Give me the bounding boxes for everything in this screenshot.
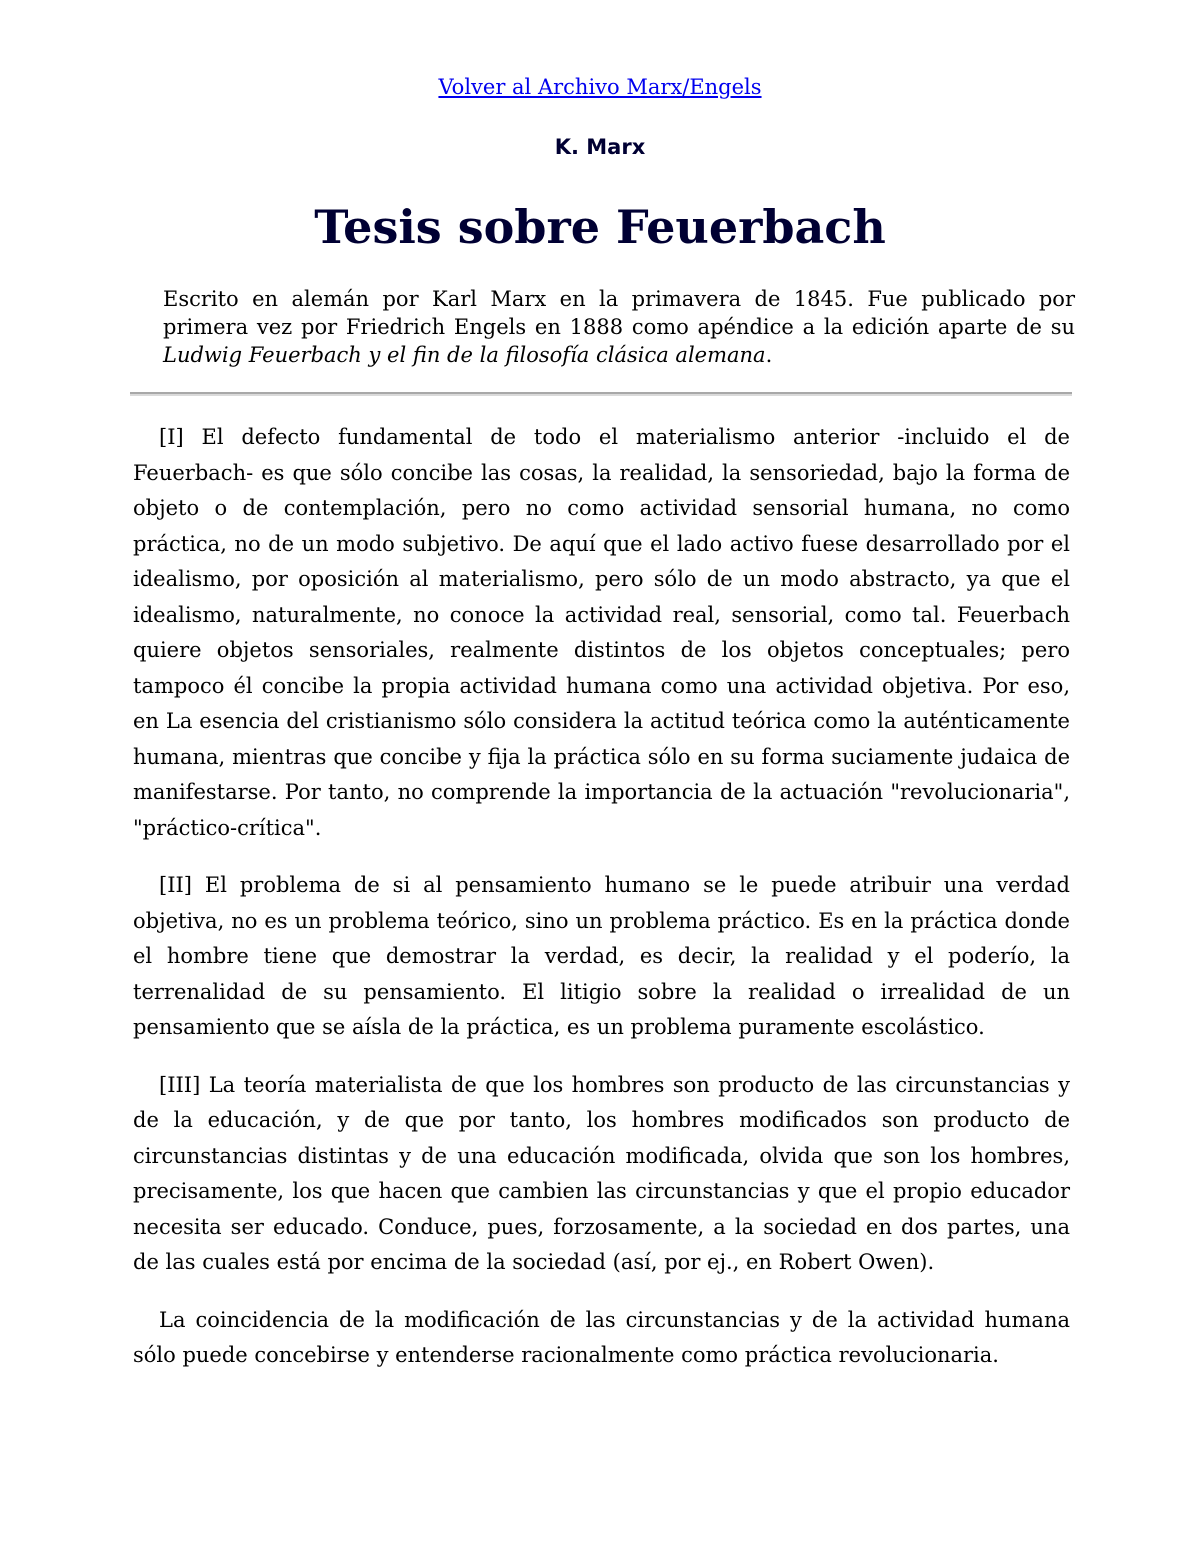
thesis-3-paragraph: [III] La teoría materialista de que los hombres son producto de las circunstancias y de la educación, y de que por tanto, los hombres modificados son producto de circunstancias distintas y de una educación modificada, olvida que son los hombres, precisamente, los que hacen que cambien las circunstancias y que el propio educador necesita ser educado. Conduce, pues, forzosamente, a la sociedad en dos partes, una de las cuales está por encima de la sociedad (así, por ej., en Robert Owen). (133, 1072, 1070, 1274)
back-link-container (0, 72, 1200, 102)
thesis-2-paragraph: [II] El problema de si al pensamiento humano se le puede atribuir una verdad objetiva, no es un problema teórico, sino un problema práctico. Es en la práctica donde el hombre tiene que demostrar la verdad, es decir, la realidad y el poderío, la terrenalidad de su pensamiento. El litigio sobre la realidad o irrealidad de un pensamiento que se aísla de la práctica, es un problema puramente escolástico. (133, 873, 1070, 1039)
publication-note-text: Escrito en alemán por Karl Marx en la primavera de 1845. Fue publicado por primera vez por Friedrich Engels en 1888 como apéndice a la edición aparte de su (163, 287, 1075, 339)
horizontal-divider (130, 392, 1072, 396)
thesis-3-continuation-paragraph: La coincidencia de la modificación de las circunstancias y de la actividad humana sólo puede concebirse y entenderse racionalmente como práctica revolucionaria. (133, 1307, 1070, 1367)
thesis-1-paragraph: [I] El defecto fundamental de todo el materialismo anterior -incluido el de Feuerbach- es que sólo concibe las cosas, la realidad, la sensoriedad, bajo la forma de objeto o de contemplación, pero no como actividad sensorial humana, no como práctica, no de un modo subjetivo. De aquí que el lado activo fuese desarrollado por el idealismo, por oposición al materialismo, pero sólo de un modo abstracto, ya que el idealismo, naturalmente, no conoce la actividad real, sensorial, como tal. Feuerbach quiere objetos sensoriales, realmente distintos de los objetos conceptuales; pero tampoco él concibe la propia actividad humana como una actividad objetiva. Por eso, en La esencia del cristianismo sólo considera la actitud teórica como la auténticamente humana, mientras que concibe y fija la práctica sólo en su forma suciamente judaica de manifestarse. Por tanto, no comprende la importancia de la actuación "revolucionaria", "práctico-crítica". (133, 425, 1070, 840)
page-title: Tesis sobre Feuerbach (314, 200, 886, 254)
publication-note-end: . (765, 343, 773, 367)
publication-note-book-title: Ludwig Feuerbach y el fin de la filosofía clásica alemana (163, 343, 766, 367)
publication-note (163, 285, 1075, 369)
theses-body (133, 420, 1070, 1396)
back-to-archive-link[interactable]: Volver al Archivo Marx/Engels (438, 75, 762, 99)
author-name: K. Marx (554, 135, 646, 159)
